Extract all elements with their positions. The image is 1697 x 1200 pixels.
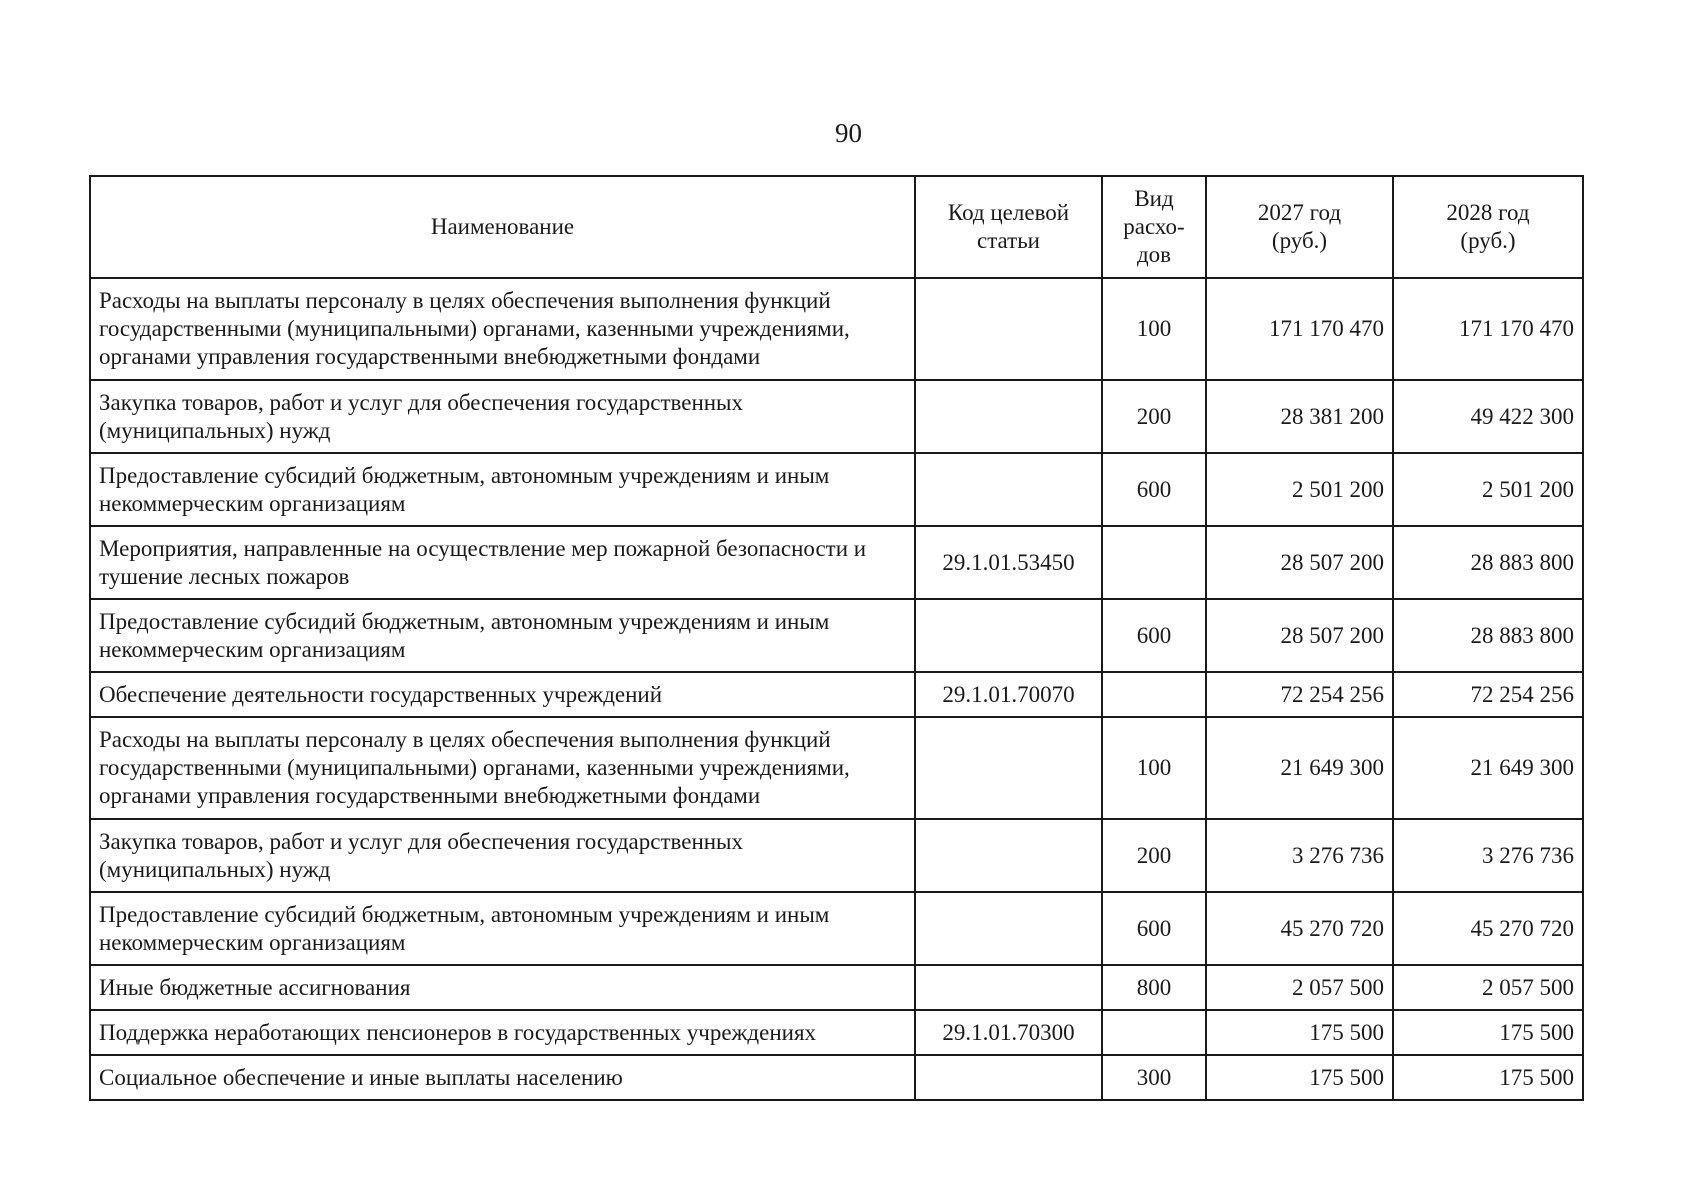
row-name: Обеспечение деятельности государственных учреждений	[90, 672, 915, 717]
row-2028: 45 270 720	[1393, 892, 1583, 965]
table-row	[90, 717, 1583, 819]
table-row	[90, 380, 1583, 453]
row-2028: 2 501 200	[1393, 453, 1583, 526]
row-kind: 200	[1102, 819, 1206, 892]
row-code	[915, 278, 1102, 380]
table-row	[90, 278, 1583, 380]
row-2027: 45 270 720	[1206, 892, 1393, 965]
row-2028: 28 883 800	[1393, 526, 1583, 599]
row-code	[915, 599, 1102, 672]
row-name: Социальное обеспечение и иные выплаты населению	[90, 1055, 915, 1100]
row-2027: 2 501 200	[1206, 453, 1393, 526]
table-row	[90, 1010, 1583, 1055]
row-2028: 2 057 500	[1393, 965, 1583, 1010]
table-row	[90, 599, 1583, 672]
row-kind: 600	[1102, 599, 1206, 672]
row-code: 29.1.01.53450	[915, 526, 1102, 599]
header-2027-line: (руб.)	[1271, 228, 1328, 253]
row-kind: 300	[1102, 1055, 1206, 1100]
row-2028: 72 254 256	[1393, 672, 1583, 717]
row-code: 29.1.01.70070	[915, 672, 1102, 717]
row-kind: 200	[1102, 380, 1206, 453]
row-name: Предоставление субсидий бюджетным, автономным учреждениям и иным некоммерческим организациям	[90, 892, 915, 965]
row-code	[915, 717, 1102, 819]
row-code	[915, 453, 1102, 526]
table-row	[90, 892, 1583, 965]
row-2027: 72 254 256	[1206, 672, 1393, 717]
row-kind	[1102, 526, 1206, 599]
header-2028-line: (руб.)	[1460, 228, 1516, 253]
table-row	[90, 453, 1583, 526]
table-row	[90, 819, 1583, 892]
row-2027: 175 500	[1206, 1010, 1393, 1055]
header-code	[915, 176, 1102, 278]
row-2028: 21 649 300	[1393, 717, 1583, 819]
row-name: Мероприятия, направленные на осуществление мер пожарной безопасности и тушение лесных пожаров	[90, 526, 915, 599]
row-name: Поддержка неработающих пенсионеров в государственных учреждениях	[90, 1010, 915, 1055]
row-code	[915, 1055, 1102, 1100]
row-2028: 28 883 800	[1393, 599, 1583, 672]
row-kind: 100	[1102, 717, 1206, 819]
row-kind: 100	[1102, 278, 1206, 380]
row-code	[915, 819, 1102, 892]
header-kind-line: дов	[1136, 242, 1172, 267]
row-2028: 49 422 300	[1393, 380, 1583, 453]
row-name: Предоставление субсидий бюджетным, автономным учреждениям и иным некоммерческим организациям	[90, 453, 915, 526]
header-code-line: Код целевой	[947, 200, 1070, 225]
header-kind-line: расхо-	[1123, 214, 1185, 239]
table-row	[90, 526, 1583, 599]
header-2028	[1393, 176, 1583, 278]
header-2027	[1206, 176, 1393, 278]
row-2027: 28 381 200	[1206, 380, 1393, 453]
row-2027: 28 507 200	[1206, 526, 1393, 599]
row-2027: 171 170 470	[1206, 278, 1393, 380]
row-kind: 800	[1102, 965, 1206, 1010]
row-2027: 175 500	[1206, 1055, 1393, 1100]
row-kind	[1102, 1010, 1206, 1055]
row-2027: 28 507 200	[1206, 599, 1393, 672]
page-number: 90	[835, 118, 862, 148]
row-name: Закупка товаров, работ и услуг для обеспечения государственных (муниципальных) нужд	[90, 380, 915, 453]
table-row	[90, 672, 1583, 717]
row-name: Иные бюджетные ассигнования	[90, 965, 915, 1010]
header-name: Наименование	[90, 176, 915, 278]
budget-table	[89, 175, 1584, 1101]
header-kind-line: Вид	[1134, 186, 1174, 211]
row-kind: 600	[1102, 892, 1206, 965]
table-row	[90, 965, 1583, 1010]
row-name: Расходы на выплаты персоналу в целях обеспечения выполнения функций государственными (муниципальными) органами, казенными учреждениями, органами управления государственными внебюджетными фондами	[90, 278, 915, 380]
header-2028-line: 2028 год	[1446, 200, 1530, 225]
table-row	[90, 1055, 1583, 1100]
row-kind	[1102, 672, 1206, 717]
row-name: Закупка товаров, работ и услуг для обеспечения государственных (муниципальных) нужд	[90, 819, 915, 892]
row-2028: 175 500	[1393, 1010, 1583, 1055]
header-2027-line: 2027 год	[1257, 200, 1342, 225]
row-code	[915, 965, 1102, 1010]
row-2028: 171 170 470	[1393, 278, 1583, 380]
row-2027: 3 276 736	[1206, 819, 1393, 892]
row-2027: 21 649 300	[1206, 717, 1393, 819]
row-kind: 600	[1102, 453, 1206, 526]
row-code: 29.1.01.70300	[915, 1010, 1102, 1055]
row-name: Предоставление субсидий бюджетным, автономным учреждениям и иным некоммерческим организациям	[90, 599, 915, 672]
row-2027: 2 057 500	[1206, 965, 1393, 1010]
header-kind	[1102, 176, 1206, 278]
row-2028: 175 500	[1393, 1055, 1583, 1100]
row-code	[915, 380, 1102, 453]
table-header-row	[90, 176, 1583, 278]
row-name: Расходы на выплаты персоналу в целях обеспечения выполнения функций государственными (муниципальными) органами, казенными учреждениями, органами управления государственными внебюджетными фондами	[90, 717, 915, 819]
row-code	[915, 892, 1102, 965]
header-code-line: статьи	[976, 228, 1040, 253]
row-2028: 3 276 736	[1393, 819, 1583, 892]
